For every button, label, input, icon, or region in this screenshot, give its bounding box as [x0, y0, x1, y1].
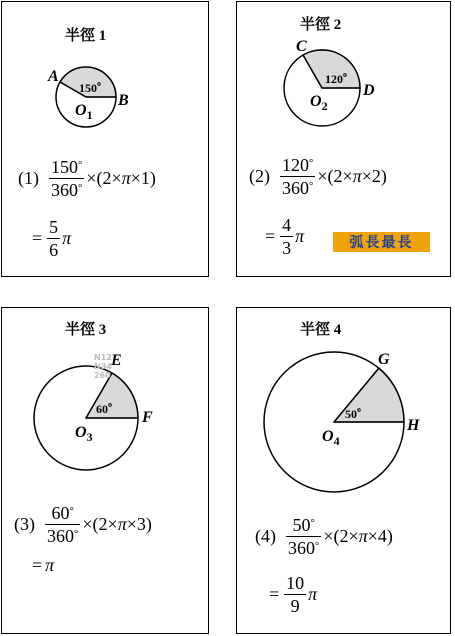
- arc-length-formula: (2) $\frac{120^\circ}{360^\circ}$ ×(2× π ×2): [249, 155, 387, 198]
- point-label-end: D: [363, 82, 375, 99]
- sector-diagram: [2, 2, 210, 152]
- center-label: $O_3$: [75, 424, 93, 444]
- angle-fraction: $\frac{60^\circ}{360^\circ}$: [47, 503, 79, 546]
- panel-radius-3: [1, 307, 209, 634]
- angle-fraction: $\frac{150^\circ}{360^\circ}$: [51, 157, 83, 200]
- angle-fraction: $\frac{120^\circ}{360^\circ}$: [282, 155, 314, 198]
- panel-title: 半徑 2: [300, 17, 342, 33]
- panel-title: 半徑 3: [65, 322, 107, 338]
- sector-diagram: [2, 308, 210, 478]
- arc-length-result: = π: [32, 555, 55, 575]
- panel-radius-2: [236, 1, 451, 277]
- point-label-end: H: [407, 417, 420, 434]
- problem-index: (4): [255, 526, 276, 546]
- problem-index: (3): [14, 514, 35, 534]
- point-label-start: E: [111, 352, 122, 369]
- point-label-start: C: [296, 38, 307, 55]
- arc-length-formula: (3) $\frac{60^\circ}{360^\circ}$ ×(2× π ×3): [14, 503, 152, 546]
- angle-label: 120$^o$: [325, 70, 347, 86]
- arc-length-result: = $\frac{5}{6}$ π: [32, 217, 72, 260]
- point-label-start: A: [48, 68, 59, 85]
- problem-index: (2): [249, 166, 270, 186]
- arc-length-result: = $\frac{10}{9}$ π: [269, 573, 318, 616]
- point-label-end: B: [118, 92, 129, 109]
- center-label: $O_2$: [310, 93, 328, 113]
- arc-length-formula: (1) $\frac{150^\circ}{360^\circ}$ ×(2× π ×1): [18, 157, 156, 200]
- center-label: $O_4$: [322, 428, 340, 448]
- sector-diagram: [237, 308, 452, 493]
- center-label: $O_1$: [75, 102, 93, 122]
- longest-arc-badge: 弧長最長: [333, 232, 430, 252]
- panel-title: 半徑 1: [65, 28, 107, 44]
- angle-label: 50$^o$: [345, 405, 361, 421]
- point-label-start: G: [378, 351, 390, 368]
- angle-label: 150$^o$: [79, 79, 101, 95]
- sector-diagram: [237, 2, 452, 152]
- problem-index: (1): [18, 168, 39, 188]
- angle-fraction: $\frac{50^\circ}{360^\circ}$: [288, 515, 320, 558]
- point-label-end: F: [142, 409, 153, 426]
- arc-length-formula: (4) $\frac{50^\circ}{360^\circ}$ ×(2× π ×4): [255, 515, 393, 558]
- panel-title: 半徑 4: [300, 322, 342, 338]
- angle-label: 60$^o$: [96, 400, 112, 416]
- panel-radius-1: [1, 1, 209, 277]
- arc-length-result: = $\frac{4}{3}$ π: [265, 215, 305, 258]
- faint-watermark-text: N12 N34 260: [94, 353, 112, 380]
- panel-radius-4: [236, 307, 451, 634]
